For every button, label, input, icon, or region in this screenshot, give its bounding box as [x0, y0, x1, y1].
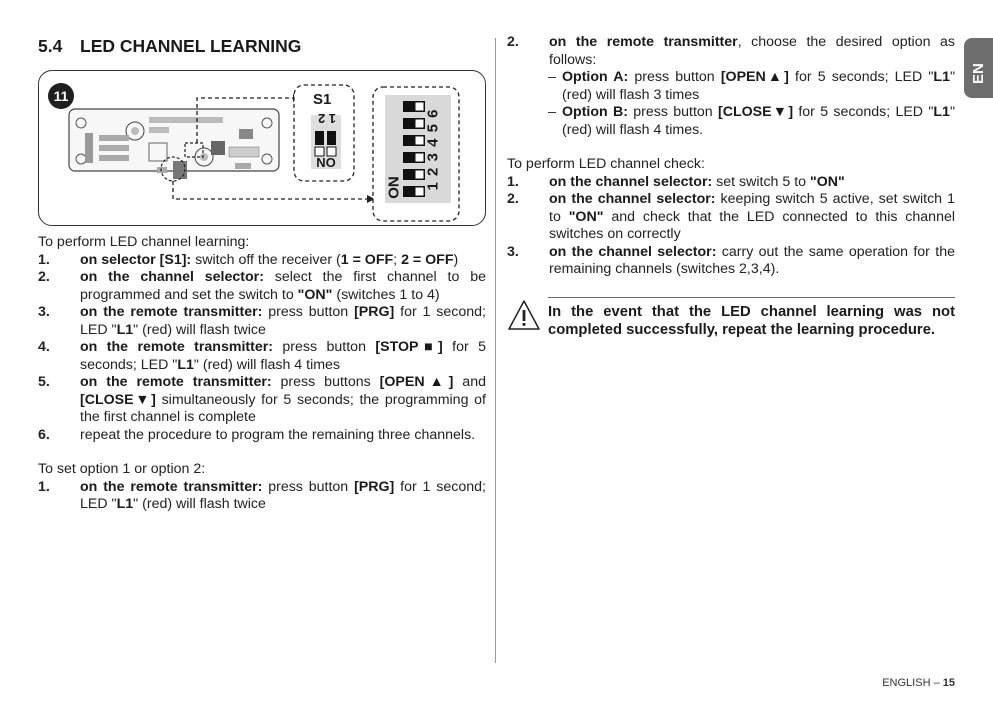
page-footer: [800, 677, 955, 689]
options-intro: To set option 1 or option 2:: [38, 461, 206, 477]
learning-intro: To perform LED channel learning:: [38, 234, 250, 250]
list-item: 1. on the channel selector: set switch 5 to "ON": [507, 173, 845, 190]
right-column: [507, 34, 955, 339]
figure-11: [38, 70, 486, 226]
list-item: 1. on the remote transmitter: press button [PRG] for 1 second; LED "L1" (red) will flash twice: [38, 478, 486, 512]
list-item: 3. on the channel selector: carry out the same operation for the remaining channels (switches 2,3,4).: [507, 243, 955, 277]
warning-triangle-icon: [507, 299, 541, 331]
left-column: [38, 34, 486, 514]
list-item: 2. on the channel selector: select the first channel to be programmed and set the switch to "ON" (switches 1 to 4): [38, 269, 486, 303]
learning-steps: [38, 252, 486, 445]
column-divider: [495, 38, 496, 663]
s1-on-label: ON: [316, 155, 336, 170]
s1-numbers: 1 2: [317, 111, 337, 126]
option-steps: [38, 479, 486, 514]
circuit-board: [69, 109, 279, 181]
list-item: 6. repeat the procedure to program the remaining three channels.: [38, 426, 476, 443]
dip-number-labels: 1 2 3 4 5 6: [424, 108, 442, 191]
list-item: – Option B: press button [CLOSE▼] for 5 seconds; LED "L1" (red) will flash 4 times.: [548, 104, 955, 138]
list-item: 3. on the remote transmitter: press button [PRG] for 1 second; LED "L1" (red) will flash twice: [38, 304, 486, 338]
figure-illustration: [39, 71, 487, 227]
section-heading: [38, 36, 486, 60]
dip-on-label: ON: [385, 176, 403, 199]
check-steps: [507, 174, 955, 279]
figure-badge: 11: [48, 83, 74, 109]
list-item: 5. on the remote transmitter: press buttons [OPEN▲] and [CLOSE▼] simultaneously for 5 seconds; the programming of the first channel is complete: [38, 374, 486, 425]
list-item: 1. on selector [S1]: switch off the receiver (1 = OFF; 2 = OFF): [38, 251, 459, 268]
check-intro: To perform LED channel check:: [507, 156, 705, 172]
page-number: 15: [942, 677, 955, 689]
list-item: – Option A: press button [OPEN▲] for 5 seconds; LED "L1" (red) will flash 3 times: [548, 69, 956, 103]
list-item: 4. on the remote transmitter: press button [STOP■] for 5 seconds; LED "L1" (red) will flash 4 times: [38, 339, 486, 373]
option-choices: [507, 69, 955, 139]
list-item: 2. on the remote transmitter, choose the desired option as follows:: [507, 34, 956, 68]
footer-language: ENGLISH –: [882, 677, 943, 689]
list-item: 2. on the channel selector: keeping switch 5 active, set switch 1 to "ON" and check that the LED connected to this channel switches on correctly: [507, 191, 955, 242]
section-title: LED CHANNEL LEARNING: [80, 36, 302, 56]
language-tab-label: EN: [970, 63, 987, 84]
option-step-2: [507, 34, 955, 69]
warning-text: In the event that the LED channel learning was not completed successfully, repeat the learning procedure.: [548, 303, 955, 338]
section-number: 5.4: [38, 36, 63, 56]
warning-rule: [548, 297, 955, 298]
warning-note: [507, 297, 955, 339]
s1-title: S1: [313, 91, 332, 108]
language-tab: [964, 38, 993, 98]
